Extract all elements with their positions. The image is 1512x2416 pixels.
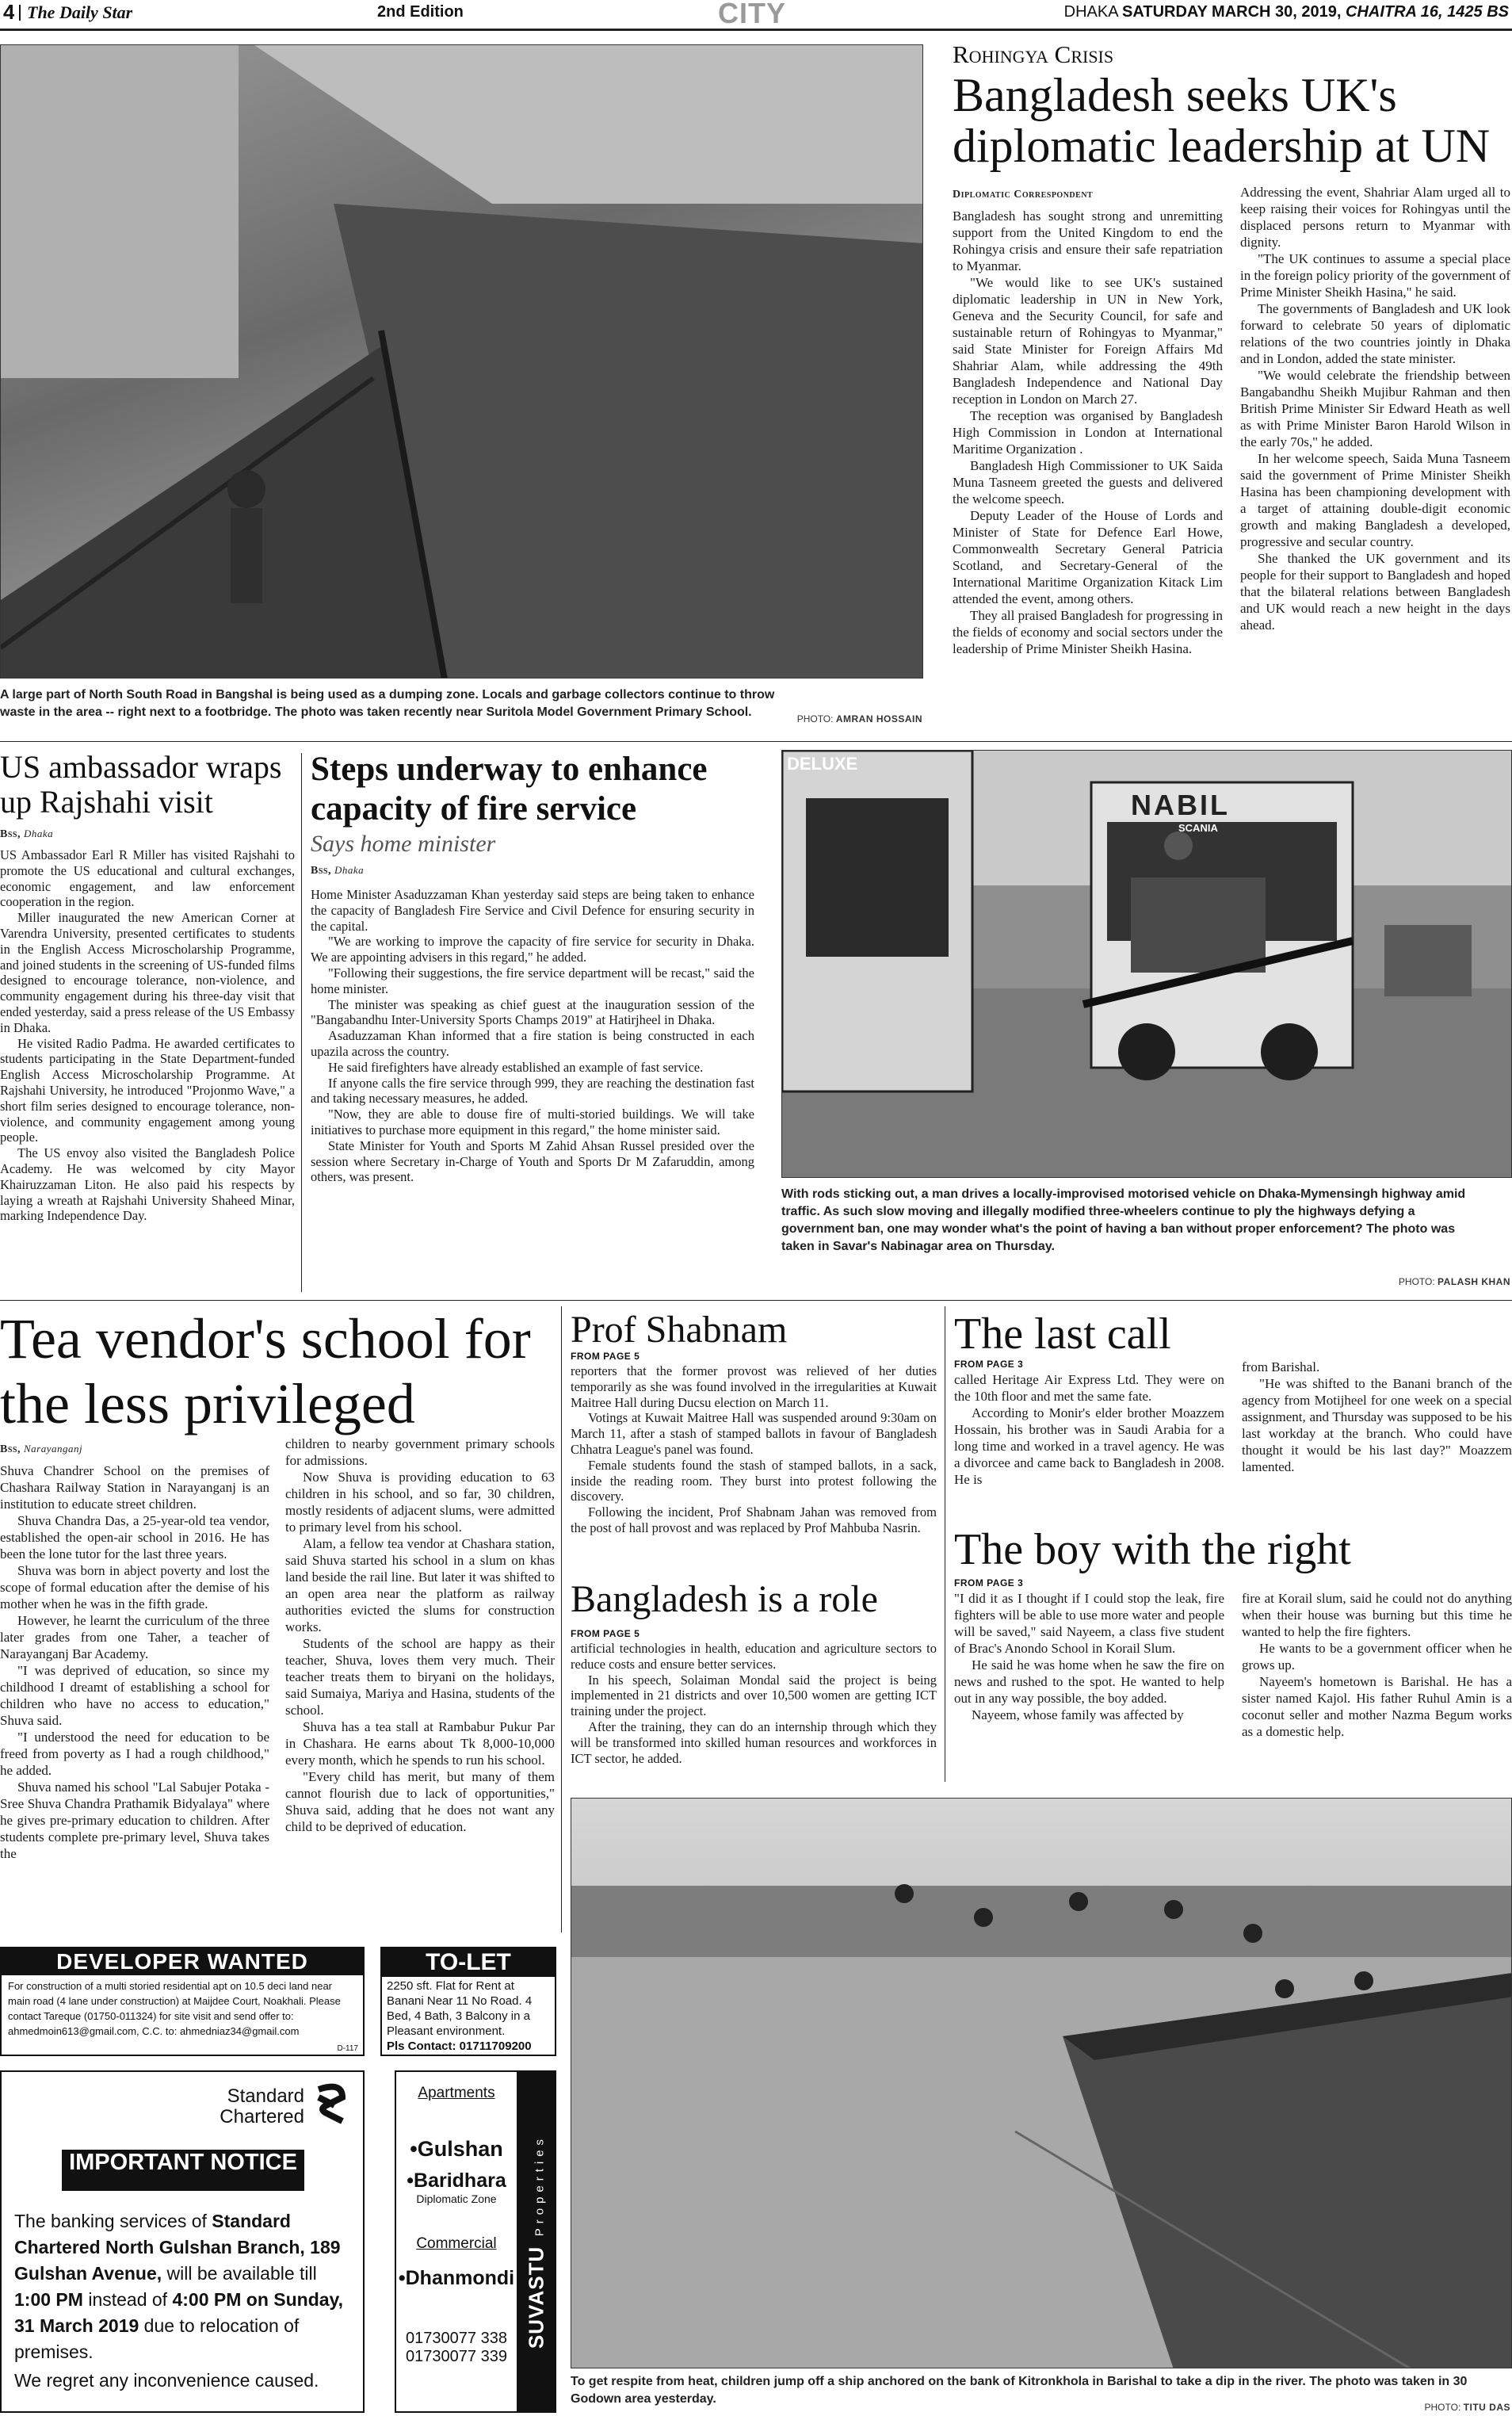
story-headline: Prof Shabnam bbox=[571, 1309, 788, 1351]
last-call-story bbox=[954, 1309, 1512, 1508]
from-page-label: FROM PAGE 3 bbox=[954, 1577, 1024, 1588]
story-column-1: Shuva Chandrer School on the premises of Chashara Railway Station in Narayanganj is an institution to educate street children. Shuva Chandra Das, a 25-year-old tea vendor, established the open-air school in 2016. He has been the lone tutor for the last three years. Shuva was born in abject poverty and lost the scope of formal education after the demise of his mother when he was in the fifth grade. However, he learnt the curriculum of the three later grades from one Taher, a teacher of Narayanganj Bar Academy. "I was deprived of education, so since my childhood I dreamt of establishing a school for children who have no access to education," Shuva said. "I understood the need for education to be freed from poverty as I had a rough childhood," he added. Shuva named his school "Lal Sabujer Potaka - Sree Shuva Chandra Prathamik Bidyalaya" where he gives pre-primary education to children. After students complete pre-primary level, Shuva takes the bbox=[0, 1463, 269, 1861]
ad-listing: Apartments •Gulshan •Baridhara Diplomatic Zone Commercial •Dhanmondi 01730077 338 01730077 339 bbox=[398, 2085, 515, 2365]
river-photo-credit: PHOTO: TITU DAS bbox=[1424, 2402, 1510, 2413]
garbage-photo-caption: A large part of North South Road in Bangshal is being used as a dumping zone. Locals and garbage collectors continue to throw waste in the area -- right next to a footbridge. The photo was taken recently near Suritola Model Government Primary School. bbox=[0, 688, 775, 719]
garbage-photo bbox=[0, 44, 923, 679]
tea-vendor-story bbox=[0, 1306, 555, 1940]
story-headline: Bangladesh is a role bbox=[571, 1579, 878, 1620]
story-byline: Bss, Dhaka bbox=[0, 828, 54, 840]
highway-photo bbox=[781, 750, 1512, 1178]
bus-text: NABIL bbox=[1131, 789, 1230, 821]
paper-name: The Daily Star bbox=[27, 2, 133, 22]
edition-label: 2nd Edition bbox=[377, 3, 464, 21]
rohingya-story bbox=[953, 41, 1510, 731]
bus-text: DELUXE bbox=[787, 754, 858, 774]
story-headline: The last call bbox=[954, 1309, 1171, 1359]
notice-regret: We regret any inconvenience caused. bbox=[14, 2370, 319, 2391]
story-column-2: children to nearby government primary schools for admissions. Now Shuva is providing education to 63 children in his school, and so far, 30 children, mostly residents of adjacent slums, were admitted to primary level from his school. Alam, a fellow tea vendor at Chashara station, said Shuva started his school in a slum on khas land beside the rail line. But later it was shifted to an open area near the platform as railway authorities evicted the slums for construction works. Students of the school are happy as their teacher, Shuva, loves them very much. Their teacher treats them to biryani on the holidays, said Sumaiya, Mariya and Hasina, students of the school. Shuva has a tea stall at Rambabur Pukur Par in Chashara. He earns about Tk 8,000-10,000 every month, which he spends to run his school. "Every child has merit, but many of them cannot flourish due to lack of opportunities," Shuva said, adding that he does not want any child to be deprived of education. bbox=[285, 1436, 555, 1834]
tolet-ad bbox=[380, 1947, 556, 2056]
ad-title: DEVELOPER WANTED bbox=[2, 1948, 363, 1975]
shabnam-story bbox=[571, 1309, 937, 1563]
story-body: reporters that the former provost was relieved of her duties temporarily as she was found involved in the irregularities at Kuwait Maitree Hall during Ducsu election on March 11. Votings at Kuwait Maitree Hall was suspended around 9:30am on March 11, after a stash of stamped ballots in favour of Bangladesh Chhatra League's panel was found. Female students found the stash of stamped ballots, in a sack, inside the reading room. They burst into protest following the discovery. Following the incident, Prof Shabnam Jahan was removed from the post of hall provost and was replaced by Prof Mahbuba Nasrin. bbox=[571, 1363, 937, 1535]
from-page-label: FROM PAGE 5 bbox=[571, 1628, 640, 1639]
us-ambassador-story bbox=[0, 750, 295, 1289]
garbage-photo-credit: PHOTO: AMRAN HOSSAIN bbox=[796, 713, 922, 724]
story-body: artificial technologies in health, education and agriculture sectors to reduce costs and ensure better services. In his speech, Solaiman Mondal said the project is being implemented in 21 districts and over 10,500 women are getting ICT training under the project. After the training, they can do an internship through which they will be transformed into skilled human resources and workforces in ICT sector, he added. bbox=[571, 1641, 937, 1766]
story-kicker: Rohingya Crisis bbox=[953, 41, 1114, 68]
masthead bbox=[0, 0, 1512, 27]
ad-title: TO-LET bbox=[382, 1948, 555, 1977]
story-column-2: Addressing the event, Shahriar Alam urged all to keep raising their voices for Rohingyas until the displaced persons return to Myanmar with dignity. "The UK continues to assume a special place in the foreign policy priority of the government of Prime Minister Sheikh Hasina," he said. The governments of Bangladesh and UK look forward to celebrate 50 years of diplomatic relations of the two countries jointly in Dhaka and in London, added the state minister. "We would celebrate the friendship between Bangabandhu Sheikh Mujibur Rahman and then British Prime Minister Sir Edward Heath as well as with Prime Minister Baron Harold Wilson in the early 70s," he added. In her welcome speech, Saida Muna Tasneem said the government of Prime Minister Sheikh Hasina has been championing development with a target of attaining double-digit economic growth and making Bangladesh a developed, progressive and secular country. She thanked the UK government and its people for their support to Bangladesh and hoped that the bilateral relations between Bangladesh and UK would reach a new height in the days ahead. bbox=[1240, 185, 1510, 633]
story-headline: Tea vendor's school for the less privileged bbox=[0, 1307, 531, 1435]
dateline: DHAKA SATURDAY MARCH 30, 2019, CHAITRA 16, 1425 BS bbox=[1063, 3, 1509, 21]
from-page-label: FROM PAGE 3 bbox=[954, 1359, 1024, 1370]
notice-body: The banking services of Standard Chartered North Gulshan Branch, 189 Gulshan Avenue, will be available till 1:00 PM instead of 4:00 PM on Sunday, 31 March 2019 due to relocation of premises. bbox=[14, 2211, 344, 2362]
page-number: 4 bbox=[3, 0, 15, 24]
developer-wanted-ad bbox=[0, 1947, 365, 2056]
story-headline: The boy with the right bbox=[954, 1525, 1351, 1574]
boy-right-story bbox=[954, 1525, 1512, 1787]
story-byline: Diplomatic Correspondent bbox=[953, 189, 1094, 201]
ad-contact: Pls Contact: 01711709200 bbox=[387, 2039, 532, 2053]
highway-photo-caption: With rods sticking out, a man drives a locally-improvised motorised vehicle on Dhaka-Mymensingh highway amid traffic. As such slow moving and illegally modified three-wheelers continue to ply the highways defying a government ban, one may wonder what's the point of having a ban without proper enforcement? The photo was taken in Savar's Nabinagar area on Thursday. bbox=[781, 1187, 1466, 1253]
fire-service-story bbox=[311, 750, 754, 1297]
story-headline: US ambassador wraps up Rajshahi visit bbox=[0, 750, 282, 820]
brand-strip: SUVASTU Properties bbox=[517, 2072, 556, 2411]
story-column-2: fire at Korail slum, said he could not do anything when their house was burning but this time he wanted to help the fire fighters. He wants to be a government officer when he grows up. Nayeem's hometown is Barishal. He has a sister named Kajol. His father Ruhul Amin is a coconut seller and mother Nazma Begum works as a domestic help. bbox=[1242, 1591, 1512, 1739]
ad-code: D-117 bbox=[337, 2044, 358, 2053]
stanchart-logo-icon bbox=[311, 2082, 350, 2129]
stanchart-notice-ad bbox=[0, 2070, 365, 2413]
story-byline: Bss, Dhaka bbox=[311, 864, 365, 877]
bd-role-story bbox=[571, 1579, 937, 1785]
section-title: CITY bbox=[718, 0, 787, 27]
suvastu-ad bbox=[395, 2070, 556, 2413]
river-photo bbox=[571, 1798, 1512, 2368]
story-headline: Bangladesh seeks UK's diplomatic leadership at UN bbox=[953, 69, 1491, 172]
story-column-1: FROM PAGE 3 called Heritage Air Express Ltd. They were on the 10th floor and met the same fate. According to Monir's elder brother Moazzem Hossain, his brother was in Saudi Arabia for a long time and worked in a travel agency. He was a divorcee and came back to Bangladesh in 2008. He is bbox=[954, 1359, 1224, 1487]
story-column-1: FROM PAGE 3 "I did it as I thought if I could stop the leak, fire fighters will be able to use more water and people will be saved," said Nayeem, a class five student of Brac's Anondo School in Korail Slum. He said he was home when he saw the fire on news and rushed to the spot. He wanted to help out in any way possible, the boy added. Nayeem, whose family was affected by bbox=[954, 1577, 1224, 1722]
highway-photo-credit: PHOTO: PALASH KHAN bbox=[1398, 1276, 1510, 1287]
notice-title: IMPORTANT NOTICE bbox=[62, 2150, 304, 2191]
story-byline: Bss, Narayanganj bbox=[0, 1443, 83, 1455]
story-body: US Ambassador Earl R Miller has visited Rajshahi to promote the US educational and cultural exchanges, economic engagement, and law enforcement cooperation in the region. Miller inaugurated the new American Corner at Varendra University, presented certificates to students in the English Access Microscholarship Programme, and joined students in the screening of US-funded films designed to encourage tolerance, non-violence, and community engagement during his three-day visit that ended yesterday, said a press release of the US Embassy in Dhaka. He visited Radio Padma. He awarded certificates to students participating in the State Department-funded English Access Microscholarship Programme. At Rajshahi University, he introduced "Projonmo Wave," a short film series designed to encourage tolerance, non-violence, and community engagement among young people. The US envoy also visited the Bangladesh Police Academy. He was welcomed by city Mayor Khairuzzaman Liton. He also paid his respects by laying a wreath at Rajshahi University Shaheed Minar, marking Independence Day. bbox=[0, 847, 295, 1224]
ad-body: 2250 sft. Flat for Rent at Banani Near 11 No Road. 4 Bed, 4 Bath, 3 Balcony in a Pleasant environment. bbox=[387, 1979, 533, 2038]
story-column-1: Bangladesh has sought strong and unremitting support from the United Kingdom to end the Rohingya crisis and ensure their safe repatriation to Myanmar. "We would like to see UK's sustained diplomatic leadership in UN in New York, Geneva and the Security Council, for safe and sustainable return of Rohingyas to Myanmar," said State Minister for Foreign Affairs Md Shahriar Alam, while addressing the 49th Bangladesh Independence and National Day reception in London on March 27. The reception was organised by Bangladesh High Commission in London at International Maritime Organization . Bangladesh High Commissioner to UK Saida Muna Tasneem greeted the guests and delivered the welcome speech. Deputy Leader of the House of Lords and Minister of State for Defence Earl Howe, Commonwealth Secretary General Patricia Scotland, and Secretary-General of the International Maritime Organization Kitack Lim attended the event, among others. They all praised Bangladesh for progressing in the fields of economy and social sectors under the leadership of Prime Minister Sheikh Hasina. bbox=[953, 208, 1223, 656]
from-page-label: FROM PAGE 5 bbox=[571, 1351, 640, 1362]
ad-body: For construction of a multi storied residential apt on 10.5 deci land near main road (4 lane under construction) at Maijdee Court, Noakhali. Please contact Tareque (01750-011324) for site visit and send offer to: ahmedmoin613@gmail.com, C.C. to: ahmedniaz34@gmail.com bbox=[8, 1980, 341, 2037]
brand-name: Standard Chartered bbox=[220, 2086, 304, 2127]
story-column-2: from Barishal. "He was shifted to the Banani branch of the agency from Motijheel for one week on a special assignment, and Thursday was supposed to be his last workday at the branch. Who could have thought it would be his last day?" Moazzem lamented. bbox=[1242, 1359, 1512, 1474]
story-headline: Steps underway to enhance capacity of fire service bbox=[311, 751, 708, 828]
bus-text: SCANIA bbox=[1178, 822, 1218, 834]
story-subhead: Says home minister bbox=[311, 831, 496, 857]
story-body: Home Minister Asaduzzaman Khan yesterday said steps are being taken to enhance the capacity of Bangladesh Fire Service and Civil Defence for ensuring security in the capital. "We are working to improve the capacity of fire service for security in Dhaka. We are appointing advisers in this regard," he added. "Following their suggestions, the fire service department will be recast," said the home minister. The minister was speaking as chief guest at the inauguration session of the "Bangabandhu Inter-University Sports Champs 2019" at Hatirjheel in Dhaka. Asaduzzaman Khan informed that a fire station is being constructed in each upazila across the country. He said firefighters have already established an example of fast service. If anyone calls the fire service through 999, they are reaching the destination fast and taking necessary measures, he added. "Now, they are able to douse fire of multi-storied buildings. We will take initiatives to purchase more equipment in this regard," the home minister said. State Minister for Youth and Sports M Zahid Ahsan Russel presided over the session where Secretary in-Charge of Youth and Sports Dr M Zafaruddin, among others, was present. bbox=[311, 887, 754, 1185]
river-photo-caption: To get respite from heat, children jump off a ship anchored on the bank of Kitronkhola in Barishal to take a dip in the river. The photo was taken in 30 Godown area yesterday. bbox=[571, 2375, 1468, 2406]
